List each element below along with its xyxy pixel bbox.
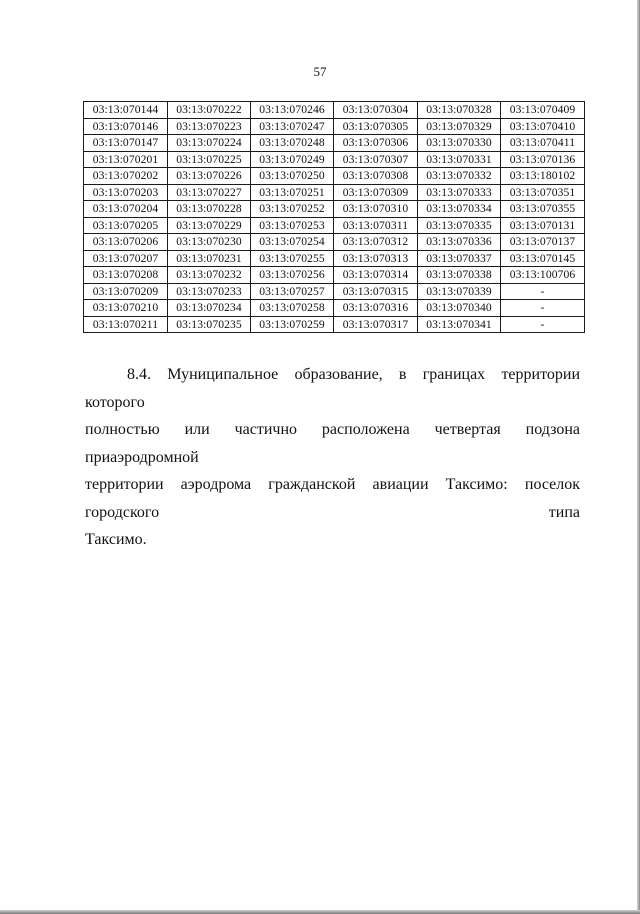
table-cell: 03:13:070411 bbox=[501, 135, 585, 152]
table-cell: 03:13:070305 bbox=[334, 118, 418, 135]
table-cell: - bbox=[501, 283, 585, 300]
table-cell: 03:13:070341 bbox=[418, 316, 501, 333]
table-row bbox=[84, 151, 585, 168]
table-cell: 03:13:070229 bbox=[168, 217, 251, 234]
table-cell: 03:13:070144 bbox=[84, 102, 168, 119]
table-row bbox=[84, 184, 585, 201]
table-cell: 03:13:070316 bbox=[334, 300, 418, 317]
table-cell: 03:13:070255 bbox=[251, 250, 334, 267]
table-row bbox=[84, 250, 585, 267]
table-row bbox=[84, 217, 585, 234]
table-cell: 03:13:070336 bbox=[418, 234, 501, 251]
table-cell: 03:13:070227 bbox=[168, 184, 251, 201]
table-cell: 03:13:070254 bbox=[251, 234, 334, 251]
table-cell: 03:13:070252 bbox=[251, 201, 334, 218]
table-cell: 03:13:070228 bbox=[168, 201, 251, 218]
table-cell: 03:13:070339 bbox=[418, 283, 501, 300]
table-body bbox=[84, 102, 585, 333]
table-cell: 03:13:070337 bbox=[418, 250, 501, 267]
table-cell: 03:13:070304 bbox=[334, 102, 418, 119]
table-cell: 03:13:070315 bbox=[334, 283, 418, 300]
table-cell: 03:13:070340 bbox=[418, 300, 501, 317]
table-cell: 03:13:070258 bbox=[251, 300, 334, 317]
table-cell: 03:13:070231 bbox=[168, 250, 251, 267]
table-cell: 03:13:070247 bbox=[251, 118, 334, 135]
table-cell: 03:13:070333 bbox=[418, 184, 501, 201]
table-cell: 03:13:070409 bbox=[501, 102, 585, 119]
cadastral-numbers-table bbox=[83, 101, 585, 333]
table-cell: - bbox=[501, 316, 585, 333]
table-cell: 03:13:070355 bbox=[501, 201, 585, 218]
table-cell: 03:13:070136 bbox=[501, 151, 585, 168]
table-row bbox=[84, 316, 585, 333]
table-cell: 03:13:070210 bbox=[84, 300, 168, 317]
table-cell: 03:13:070145 bbox=[501, 250, 585, 267]
table-cell: 03:13:070232 bbox=[168, 267, 251, 284]
table-cell: 03:13:070307 bbox=[334, 151, 418, 168]
table-cell: 03:13:070206 bbox=[84, 234, 168, 251]
table-cell: 03:13:070201 bbox=[84, 151, 168, 168]
table-cell: 03:13:070224 bbox=[168, 135, 251, 152]
paragraph-line: Таксимо. bbox=[85, 531, 147, 548]
table-cell: 03:13:070312 bbox=[334, 234, 418, 251]
table-cell: 03:13:070202 bbox=[84, 168, 168, 185]
paragraph-line: территории аэродрома гражданской авиации Таксимо: поселок городского типа bbox=[85, 476, 580, 521]
table-cell: 03:13:070253 bbox=[251, 217, 334, 234]
table-cell: 03:13:070310 bbox=[334, 201, 418, 218]
page-number: 57 bbox=[313, 64, 327, 79]
table-cell: 03:13:070203 bbox=[84, 184, 168, 201]
table-cell: 03:13:070257 bbox=[251, 283, 334, 300]
scan-edge-bottom bbox=[0, 910, 640, 914]
table-cell: 03:13:070225 bbox=[168, 151, 251, 168]
section-8-4-paragraph bbox=[85, 361, 580, 554]
table-cell: 03:13:070234 bbox=[168, 300, 251, 317]
table-row bbox=[84, 201, 585, 218]
table-cell: 03:13:070334 bbox=[418, 201, 501, 218]
table-cell: 03:13:070329 bbox=[418, 118, 501, 135]
table-cell: 03:13:070335 bbox=[418, 217, 501, 234]
table-cell: 03:13:100706 bbox=[501, 267, 585, 284]
table-cell: 03:13:070146 bbox=[84, 118, 168, 135]
table-cell: 03:13:070251 bbox=[251, 184, 334, 201]
table-cell: 03:13:070317 bbox=[334, 316, 418, 333]
table-cell: 03:13:070211 bbox=[84, 316, 168, 333]
table-row bbox=[84, 135, 585, 152]
table-cell: 03:13:070306 bbox=[334, 135, 418, 152]
table-row bbox=[84, 102, 585, 119]
table-cell: 03:13:070246 bbox=[251, 102, 334, 119]
table-cell: 03:13:070259 bbox=[251, 316, 334, 333]
table-cell: 03:13:070351 bbox=[501, 184, 585, 201]
table-cell: 03:13:070314 bbox=[334, 267, 418, 284]
table-cell: 03:13:070338 bbox=[418, 267, 501, 284]
table-row bbox=[84, 234, 585, 251]
table-cell: 03:13:070137 bbox=[501, 234, 585, 251]
table-cell: 03:13:070311 bbox=[334, 217, 418, 234]
table-cell: 03:13:070205 bbox=[84, 217, 168, 234]
table-cell: 03:13:070208 bbox=[84, 267, 168, 284]
table-row bbox=[84, 118, 585, 135]
table-row bbox=[84, 168, 585, 185]
table-row bbox=[84, 283, 585, 300]
table-cell: 03:13:070256 bbox=[251, 267, 334, 284]
table-cell: - bbox=[501, 300, 585, 317]
table-cell: 03:13:070410 bbox=[501, 118, 585, 135]
paragraph-line: 8.4. Муниципальное образование, в границах территории которого bbox=[85, 366, 580, 411]
table-cell: 03:13:070131 bbox=[501, 217, 585, 234]
table-cell: 03:13:070313 bbox=[334, 250, 418, 267]
table-cell: 03:13:070233 bbox=[168, 283, 251, 300]
table-cell: 03:13:070308 bbox=[334, 168, 418, 185]
table-row bbox=[84, 267, 585, 284]
table-cell: 03:13:070331 bbox=[418, 151, 501, 168]
table-cell: 03:13:070249 bbox=[251, 151, 334, 168]
table-cell: 03:13:070328 bbox=[418, 102, 501, 119]
table-cell: 03:13:180102 bbox=[501, 168, 585, 185]
table-cell: 03:13:070204 bbox=[84, 201, 168, 218]
table-cell: 03:13:070250 bbox=[251, 168, 334, 185]
table-cell: 03:13:070332 bbox=[418, 168, 501, 185]
table-cell: 03:13:070226 bbox=[168, 168, 251, 185]
table-cell: 03:13:070309 bbox=[334, 184, 418, 201]
table-cell: 03:13:070207 bbox=[84, 250, 168, 267]
table-cell: 03:13:070230 bbox=[168, 234, 251, 251]
table-cell: 03:13:070147 bbox=[84, 135, 168, 152]
table-cell: 03:13:070248 bbox=[251, 135, 334, 152]
table-cell: 03:13:070209 bbox=[84, 283, 168, 300]
paragraph-line: полностью или частично расположена четвертая подзона приаэродромной bbox=[85, 421, 580, 466]
table-cell: 03:13:070223 bbox=[168, 118, 251, 135]
table-cell: 03:13:070235 bbox=[168, 316, 251, 333]
table-cell: 03:13:070330 bbox=[418, 135, 501, 152]
table-row bbox=[84, 300, 585, 317]
table-cell: 03:13:070222 bbox=[168, 102, 251, 119]
